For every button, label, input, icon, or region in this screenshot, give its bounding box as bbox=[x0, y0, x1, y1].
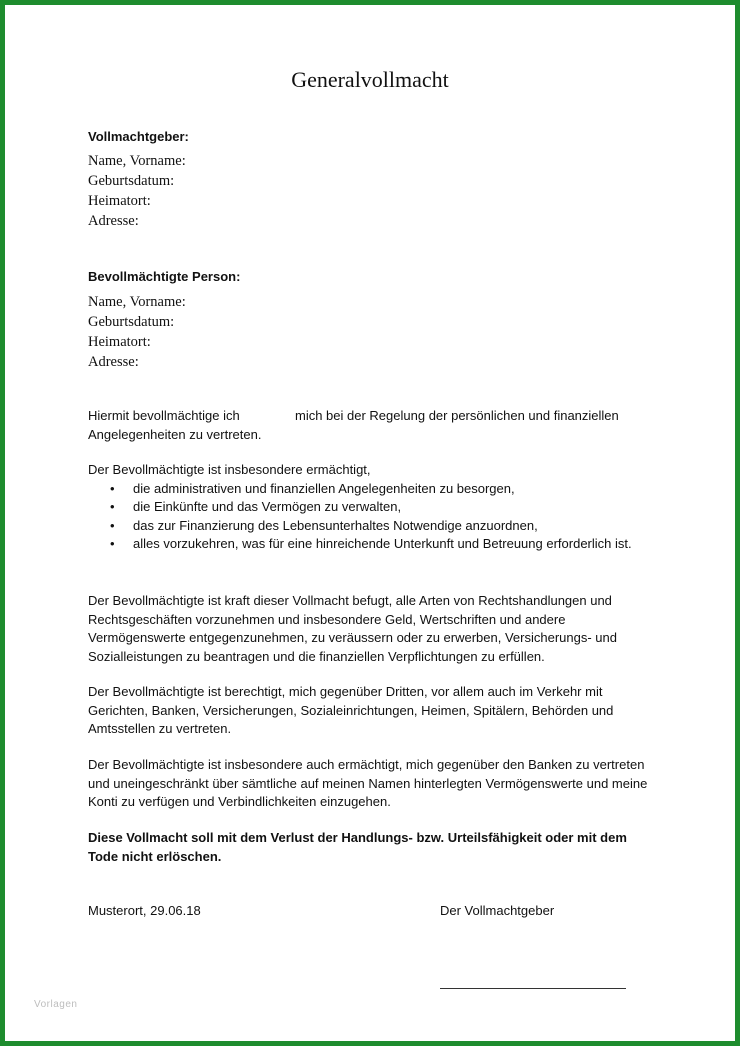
paragraph-text: Der Bevollmächtigte ist berechtigt, mich gegenüber Dritten, vor allem auch im Verkehr mit Gerichten, Banken, Versicherungen, Sozialeinrichtungen, Heimen, Spitälern, Behörden und Amtsstellen zu vertreten. bbox=[88, 684, 614, 736]
list-item: • die Einkünfte und das Vermögen zu verwalten, bbox=[88, 498, 653, 517]
bold-clause bbox=[88, 829, 650, 866]
list-item: • alles vorzukehren, was für eine hinreichende Unterkunft und Betreuung erforderlich ist. bbox=[88, 535, 653, 554]
attorney-name-field: Name, Vorname: bbox=[88, 294, 186, 310]
attorney-fields bbox=[88, 292, 186, 372]
attorney-birthdate-field: Geburtsdatum: bbox=[88, 314, 175, 330]
signature-line bbox=[440, 988, 626, 989]
place-date: Musterort, 29.06.18 bbox=[88, 903, 201, 918]
grantor-fields bbox=[88, 151, 186, 231]
document-title: Generalvollmacht bbox=[291, 67, 449, 92]
attorney-label: Bevollmächtigte Person: bbox=[88, 269, 241, 284]
grantor-birthdate-field: Geburtsdatum: bbox=[88, 173, 175, 189]
paragraph-authority bbox=[88, 592, 650, 666]
watermark: Vorlagen bbox=[34, 999, 78, 1010]
grantor-label: Vollmachtgeber: bbox=[88, 129, 189, 144]
powers-section bbox=[88, 461, 650, 554]
intro-part1: Hiermit bevollmächtige ich bbox=[88, 408, 240, 423]
intro-line2: Angelegenheiten zu vertreten. bbox=[88, 426, 262, 442]
paragraph-text: Der Bevollmächtigte ist kraft dieser Vollmacht befugt, alle Arten von Rechtshandlungen und Rechtsgeschäften vorzunehmen und insbesondere Geld, Wertschriften und andere Vermögenswerte entgegenzunehmen, zu veräussern oder zu erwerben, Versicherungs- und Sozialleistungen zu beantragen und die finanziellen Verpflichtungen zu erfüllen. bbox=[88, 593, 617, 664]
intro-part2: mich bei der Regelung der persönlichen und finanziellen bbox=[295, 408, 619, 423]
paragraph-text: Der Bevollmächtigte ist insbesondere auch ermächtigt, mich gegenüber den Banken zu vertreten und uneingeschränkt über sämtliche auf meinen Namen hinterlegten Vermögenswerte und meine Konti zu verfügen und Verbindlichkeiten einzugehen. bbox=[88, 757, 648, 809]
grantor-name-field: Name, Vorname: bbox=[88, 153, 186, 169]
list-item: • die administrativen und finanziellen Angelegenheiten zu besorgen, bbox=[88, 480, 653, 499]
attorney-hometown-field: Heimatort: bbox=[88, 334, 151, 350]
powers-intro: Der Bevollmächtigte ist insbesondere ermächtigt, bbox=[88, 462, 371, 477]
powers-list bbox=[88, 480, 650, 554]
signatory-label: Der Vollmachtgeber bbox=[440, 903, 555, 918]
grantor-address-field: Adresse: bbox=[88, 213, 139, 229]
list-item: • das zur Finanzierung des Lebensunterhaltes Notwendige anzuordnen, bbox=[88, 517, 653, 536]
paragraph-banking bbox=[88, 756, 650, 812]
grantor-hometown-field: Heimatort: bbox=[88, 193, 151, 209]
intro-paragraph bbox=[88, 407, 650, 444]
paragraph-representation bbox=[88, 683, 650, 739]
bold-clause-text: Diese Vollmacht soll mit dem Verlust der Handlungs- bzw. Urteilsfähigkeit oder mit dem Tode nicht erlöschen. bbox=[88, 830, 627, 864]
attorney-address-field: Adresse: bbox=[88, 354, 139, 370]
